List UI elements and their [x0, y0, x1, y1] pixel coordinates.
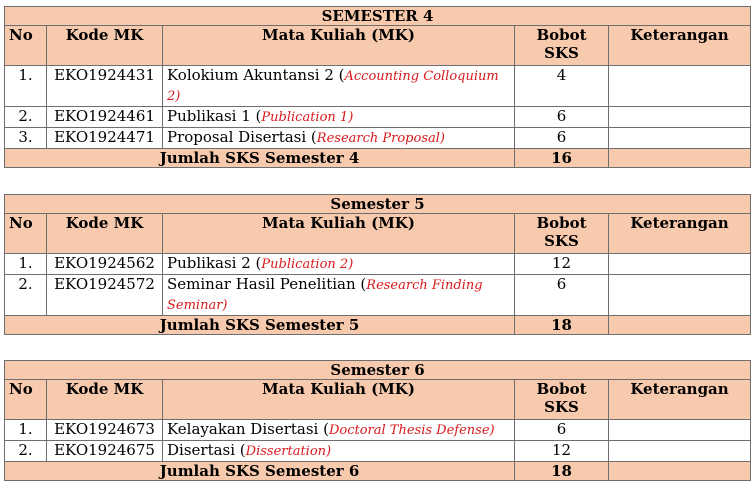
row-no: 1. [5, 66, 47, 107]
row-kode: EKO1924471 [47, 128, 163, 149]
col-header-mk: Mata Kuliah (MK) [163, 380, 515, 420]
row-no: 1. [5, 254, 47, 275]
total-row [5, 149, 751, 168]
row-no: 2. [5, 275, 47, 316]
row-mk: Publikasi 1 (Publication 1) [163, 107, 515, 128]
row-no: 3. [5, 128, 47, 149]
semester-6-table [4, 360, 751, 481]
col-header-ket: Keterangan [609, 214, 751, 254]
row-mk: Kolokium Akuntansi 2 (Accounting Colloquium 2) [163, 66, 515, 107]
table-row [5, 254, 751, 275]
col-header-kode: Kode MK [47, 380, 163, 420]
row-kode: EKO1924461 [47, 107, 163, 128]
row-mk: Disertasi (Dissertation) [163, 441, 515, 462]
row-ket [609, 254, 751, 275]
row-kode: EKO1924572 [47, 275, 163, 316]
row-ket [609, 107, 751, 128]
row-kode: EKO1924673 [47, 420, 163, 441]
row-mk-en: Research Proposal) [316, 131, 445, 146]
semester-title: Semester 5 [5, 195, 751, 214]
table-row [5, 128, 751, 149]
row-mk-en: Publication 2) [261, 257, 354, 272]
col-header-kode: Kode MK [47, 26, 163, 66]
row-sks: 4 [515, 66, 609, 107]
row-ket [609, 275, 751, 316]
row-mk-en: Publication 1) [261, 110, 354, 125]
row-kode: EKO1924675 [47, 441, 163, 462]
semester-title: SEMESTER 4 [5, 7, 751, 26]
row-mk: Seminar Hasil Penelitian (Research Finding Seminar) [163, 275, 515, 316]
row-sks: 6 [515, 275, 609, 316]
row-mk: Kelayakan Disertasi (Doctoral Thesis Defense) [163, 420, 515, 441]
table-row [5, 275, 751, 316]
total-label: Jumlah SKS Semester 5 [5, 316, 515, 335]
table-row [5, 441, 751, 462]
row-sks: 6 [515, 107, 609, 128]
row-sks: 12 [515, 254, 609, 275]
row-sks: 6 [515, 420, 609, 441]
row-ket [609, 66, 751, 107]
semester-5-table [4, 194, 751, 335]
col-header-no: No [5, 214, 47, 254]
row-no: 2. [5, 107, 47, 128]
total-value: 18 [515, 462, 609, 481]
col-header-mk: Mata Kuliah (MK) [163, 26, 515, 66]
row-sks: 12 [515, 441, 609, 462]
row-mk-en: Accounting Colloquium 2) [167, 69, 499, 104]
col-header-no: No [5, 26, 47, 66]
row-mk-en: Dissertation) [245, 444, 332, 459]
row-no: 2. [5, 441, 47, 462]
row-no: 1. [5, 420, 47, 441]
total-row [5, 462, 751, 481]
table-row [5, 66, 751, 107]
col-header-ket: Keterangan [609, 26, 751, 66]
row-kode: EKO1924431 [47, 66, 163, 107]
row-ket [609, 128, 751, 149]
col-header-mk: Mata Kuliah (MK) [163, 214, 515, 254]
total-value: 16 [515, 149, 609, 168]
total-label: Jumlah SKS Semester 4 [5, 149, 515, 168]
semester-title: Semester 6 [5, 361, 751, 380]
col-header-bobot: Bobot SKS [515, 380, 609, 420]
total-label: Jumlah SKS Semester 6 [5, 462, 515, 481]
row-mk: Proposal Disertasi (Research Proposal) [163, 128, 515, 149]
table-row [5, 107, 751, 128]
col-header-ket: Keterangan [609, 380, 751, 420]
total-value: 18 [515, 316, 609, 335]
table-row [5, 420, 751, 441]
semester-4-table [4, 6, 751, 168]
col-header-bobot: Bobot SKS [515, 214, 609, 254]
total-row [5, 316, 751, 335]
col-header-bobot: Bobot SKS [515, 26, 609, 66]
col-header-kode: Kode MK [47, 214, 163, 254]
row-mk: Publikasi 2 (Publication 2) [163, 254, 515, 275]
row-ket [609, 420, 751, 441]
row-mk-en: Doctoral Thesis Defense) [328, 423, 495, 438]
row-ket [609, 441, 751, 462]
col-header-no: No [5, 380, 47, 420]
row-sks: 6 [515, 128, 609, 149]
row-mk-en: Research Finding Seminar) [167, 278, 483, 313]
row-kode: EKO1924562 [47, 254, 163, 275]
